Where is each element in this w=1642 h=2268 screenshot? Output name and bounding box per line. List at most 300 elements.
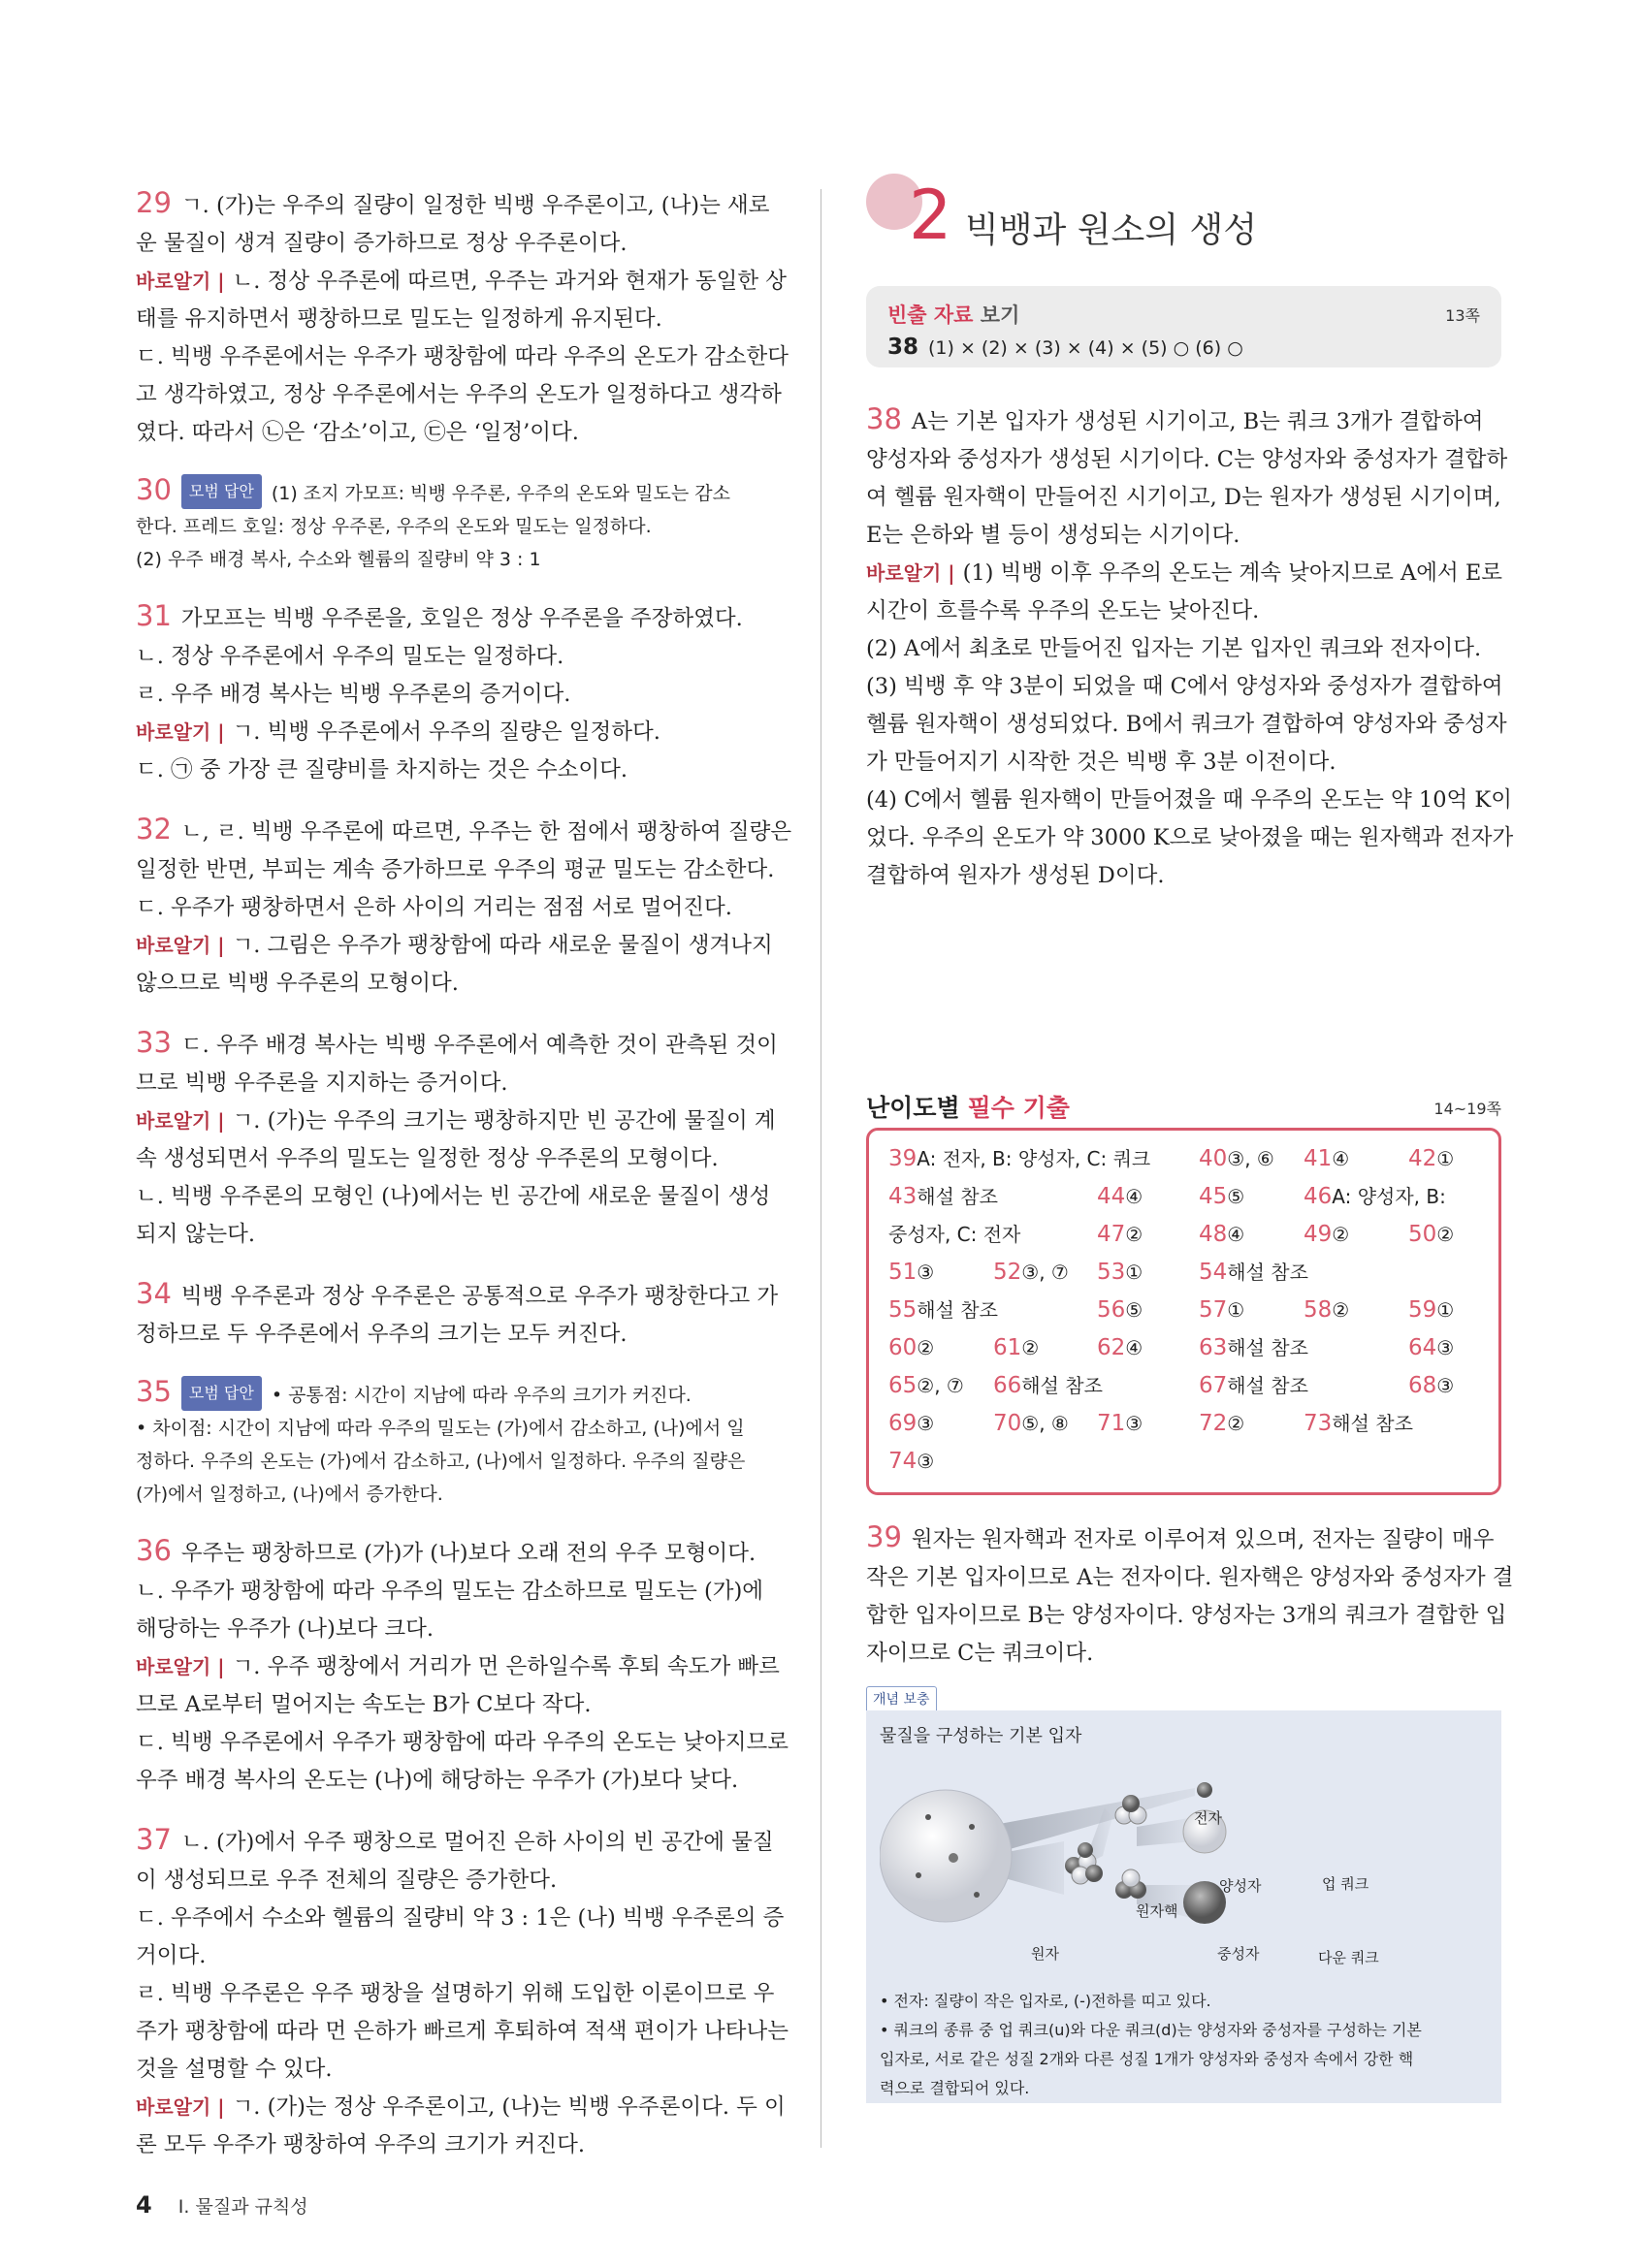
answer-row <box>888 1254 1477 1292</box>
correction-label: 바로알기 | <box>136 720 225 744</box>
answer-cell <box>888 1216 1097 1254</box>
text-line <box>136 473 776 510</box>
text-line <box>136 1762 776 1800</box>
answer-cell <box>1408 1140 1454 1178</box>
text-line <box>136 1573 776 1611</box>
answer-text: 해설 참조 <box>917 1185 998 1208</box>
text-line <box>866 592 1501 630</box>
item-number: 30 <box>136 473 172 506</box>
concept-tag: 개념 보충 <box>866 1686 937 1710</box>
answer-cell <box>1304 1178 1446 1216</box>
line-text: (가)에서 일정하고, (나)에서 증가한다. <box>136 1484 443 1505</box>
line-text: ㄱ. (가)는 정상 우주론이고, (나)는 빅뱅 우주론이다. 두 이 <box>232 2094 786 2120</box>
text-line <box>866 1597 1507 1635</box>
text-line <box>136 1937 776 1975</box>
text-line <box>866 668 1501 706</box>
answer-text: 해설 참조 <box>1332 1412 1413 1435</box>
line-text: 빅뱅 우주론과 정상 우주론은 공통적으로 우주가 팽창한다고 가 <box>180 1284 779 1309</box>
answer-cell <box>888 1178 1097 1216</box>
label-down-quark: 다운 쿼크 <box>1318 1949 1379 1966</box>
answer-number: 40 <box>1199 1146 1228 1171</box>
item-number: 35 <box>136 1375 172 1408</box>
correction-label: 바로알기 | <box>136 270 225 293</box>
correction-label: 바로알기 | <box>136 934 225 957</box>
text-line <box>866 857 1501 895</box>
answer-text: ② <box>1436 1223 1455 1246</box>
answer-cell <box>1199 1254 1308 1292</box>
line-text: 가 만들어지기 시작한 것은 빅뱅 후 3분 이전이다. <box>866 750 1336 775</box>
answer-number: 61 <box>993 1335 1022 1360</box>
answer-cell <box>1097 1292 1199 1329</box>
concept-notes <box>880 1987 1422 2103</box>
answer-cell <box>1199 1367 1408 1405</box>
answer-number: 48 <box>1199 1222 1228 1247</box>
answer-text: 해설 참조 <box>1227 1336 1308 1359</box>
explanation-31 <box>136 597 776 789</box>
answer-cell <box>1408 1216 1454 1254</box>
answer-text: ③ <box>917 1261 935 1284</box>
line-text: ㄴ. 정상 우주론에서 우주의 밀도는 일정하다. <box>136 644 564 669</box>
answer-cell <box>1097 1254 1199 1292</box>
answer-text: 중성자, C: 전자 <box>888 1223 1021 1246</box>
text-line <box>136 1862 776 1900</box>
answer-number: 46 <box>1304 1184 1333 1209</box>
answer-text: ⑤, ⑧ <box>1021 1412 1069 1435</box>
atom-electron-4 <box>974 1892 980 1898</box>
text-line <box>136 714 776 751</box>
electron-ball <box>1197 1782 1212 1798</box>
answer-row <box>888 1367 1477 1405</box>
answer-cell <box>993 1405 1097 1443</box>
text-line <box>136 2089 786 2126</box>
line-text: 한다. 프레드 호일: 정상 우주론, 우주의 온도와 밀도는 일정하다. <box>136 516 652 537</box>
line-text: 이 생성되므로 우주 전체의 질량은 증가한다. <box>136 1868 558 1893</box>
text-line <box>136 263 787 301</box>
answer-text: ④ <box>1125 1336 1143 1359</box>
answer-number: 55 <box>888 1297 918 1323</box>
line-text: ㄴ, ㄹ. 빅뱅 우주론에 따르면, 우주는 한 점에서 팽창하여 질량은 <box>180 819 792 845</box>
explanation-30 <box>136 473 776 576</box>
answer-cell <box>888 1367 993 1405</box>
line-text: 여 헬륨 원자핵이 만들어진 시기이고, D는 원자가 생성된 시기이며, <box>866 485 1501 510</box>
line-text: ㄴ. 빅뱅 우주론의 모형인 (나)에서는 빈 공간에 새로운 물질이 생성 <box>136 1184 771 1209</box>
concept-note: 력으로 결합되어 있다. <box>880 2079 1030 2097</box>
text-line <box>866 1635 1501 1673</box>
frequent-page: 13쪽 <box>1445 306 1480 325</box>
text-line <box>136 2013 789 2051</box>
line-text: 정하다. 우주의 온도는 (가)에서 감소하고, (나)에서 일정하다. 우주의 질량은 <box>136 1451 746 1472</box>
text-line <box>136 184 776 225</box>
answer-number: 69 <box>888 1411 918 1436</box>
line-text: 시간이 흐를수록 우주의 온도는 낮아진다. <box>866 598 1260 623</box>
answer-cell <box>1199 1216 1304 1254</box>
label-nucleus: 원자핵 <box>1136 1902 1178 1920</box>
answer-number: 74 <box>888 1449 918 1474</box>
correction-label: 바로알기 | <box>136 1109 225 1133</box>
line-text: 거이다. <box>136 1943 207 1968</box>
concept-box <box>866 1710 1501 2103</box>
line-text: ㄹ. 빅뱅 우주론은 우주 팽창을 설명하기 위해 도입한 이론이므로 우 <box>136 1981 775 2006</box>
answer-cell <box>888 1443 934 1481</box>
item-number: 36 <box>136 1534 172 1567</box>
line-text: 원자는 원자핵과 전자로 이루어져 있으며, 전자는 질량이 매우 <box>911 1527 1495 1552</box>
answer-number: 65 <box>888 1373 918 1398</box>
line-text: (4) C에서 헬륨 원자핵이 만들어졌을 때 우주의 온도는 약 10억 K이 <box>866 787 1512 813</box>
difficulty-title: 난이도별 <box>866 1094 960 1122</box>
concept-note: • 쿼크의 종류 중 업 쿼크(u)와 다운 쿼크(d)는 양성자와 중성자를 구성하는 기본 <box>880 2021 1422 2039</box>
text-line <box>136 1375 776 1412</box>
label-up-quark: 업 쿼크 <box>1322 1875 1369 1893</box>
text-line <box>866 400 1501 441</box>
text-line <box>136 1900 785 1937</box>
answer-text: ① <box>1125 1261 1143 1284</box>
answer-cell <box>1199 1178 1304 1216</box>
answer-number: 71 <box>1097 1411 1126 1436</box>
neutron-cluster <box>1115 1869 1146 1899</box>
line-text: ㄷ. 우주에서 수소와 헬륨의 질량비 약 3 : 1은 (나) 빅뱅 우주론의 증 <box>136 1905 785 1931</box>
line-text: E는 은하와 별 등이 생성되는 시기이다. <box>866 523 1240 548</box>
text-line <box>136 510 776 543</box>
right-column <box>866 176 1514 2103</box>
item-number: 38 <box>866 402 902 435</box>
text-line <box>866 782 1512 819</box>
text-line <box>136 1216 776 1254</box>
item-number: 39 <box>866 1520 902 1553</box>
line-text: 가모프는 빅뱅 우주론을, 호일은 정상 우주론을 주장하였다. <box>180 606 743 631</box>
answer-number: 41 <box>1304 1146 1333 1171</box>
answer-cell <box>888 1140 1199 1178</box>
text-line <box>866 479 1501 517</box>
text-line <box>136 1611 776 1648</box>
answer-number: 50 <box>1408 1222 1437 1247</box>
line-text: ㄴ. 정상 우주론에 따르면, 우주는 과거와 현재가 동일한 상 <box>232 269 787 294</box>
answer-number: 57 <box>1199 1297 1228 1323</box>
line-text: (1) 빅뱅 이후 우주의 온도는 계속 낮아지므로 A에서 E로 <box>962 560 1503 586</box>
text-line <box>136 889 776 927</box>
text-line <box>136 1975 776 2013</box>
text-line <box>136 638 776 676</box>
difficulty-header <box>866 1089 1501 1128</box>
chapter-name: I. 물질과 규칙성 <box>177 2196 308 2218</box>
answer-row <box>888 1140 1477 1178</box>
answer-cell <box>888 1254 993 1292</box>
answer-number: 70 <box>993 1411 1022 1436</box>
text-line <box>136 225 776 263</box>
line-text: 주가 팽창함에 따라 먼 은하가 빠르게 후퇴하여 적색 편이가 나타나는 <box>136 2019 789 2044</box>
text-line <box>136 1478 776 1511</box>
line-text: (2) 우주 배경 복사, 수소와 헬륨의 질량비 약 3 : 1 <box>136 549 541 570</box>
concept-title: 물질을 구성하는 기본 입자 <box>880 1726 1082 1746</box>
explanation-39 <box>866 1518 1514 1673</box>
line-text: ㄹ. 우주 배경 복사는 빅뱅 우주론의 증거이다. <box>136 682 571 707</box>
text-line <box>866 744 1501 782</box>
answer-text: ② <box>1125 1223 1143 1246</box>
atom-electron-3 <box>916 1872 921 1878</box>
text-line <box>866 1559 1514 1597</box>
answer-text: 해설 참조 <box>917 1298 998 1322</box>
particle-diagram <box>880 1749 1486 1992</box>
concept-section <box>866 1686 1501 2103</box>
text-line <box>136 851 776 889</box>
text-line <box>136 1648 780 1686</box>
text-line <box>136 751 776 789</box>
answer-text: ① <box>1227 1298 1245 1322</box>
answer-cell <box>993 1367 1199 1405</box>
answer-cell <box>993 1254 1097 1292</box>
correction-label: 바로알기 | <box>136 2095 225 2119</box>
text-line <box>136 338 789 376</box>
answer-text: ④ <box>1125 1185 1143 1208</box>
difficulty-subtitle: 필수 기출 <box>967 1094 1070 1122</box>
answer-cell <box>1097 1178 1199 1216</box>
label-proton: 양성자 <box>1219 1877 1262 1895</box>
answer-cell <box>1408 1329 1454 1367</box>
answer-text: ③ <box>1125 1412 1143 1435</box>
answer-number: 54 <box>1199 1260 1228 1285</box>
answer-cell <box>1408 1367 1454 1405</box>
line-text: 우주는 팽창하므로 (가)가 (나)보다 오래 전의 우주 모형이다. <box>180 1541 757 1566</box>
answer-cell <box>1199 1292 1304 1329</box>
answer-text: ③ <box>1436 1374 1455 1397</box>
line-text: ㄴ. (가)에서 우주 팽창으로 멀어진 은하 사이의 빈 공간에 물질 <box>180 1830 774 1855</box>
answer-row <box>888 1443 1477 1481</box>
answer-cell <box>1097 1329 1199 1367</box>
text-line <box>136 414 776 452</box>
section-number: 2 <box>909 176 952 255</box>
line-text: 고 생각하였고, 정상 우주론에서는 우주의 온도가 일정하다고 생각하 <box>136 382 782 407</box>
text-line <box>136 1024 776 1065</box>
line-text: A는 기본 입자가 생성된 시기이고, B는 쿼크 3개가 결합하여 <box>911 409 1484 434</box>
line-text: 었다. 우주의 온도가 약 3000 K으로 낮아졌을 때는 원자핵과 전자가 <box>866 825 1514 850</box>
text-line <box>136 1686 776 1724</box>
line-text: ㄱ. 우주 팽창에서 거리가 먼 은하일수록 후퇴 속도가 빠르 <box>232 1654 780 1679</box>
line-text: ㄷ. 우주가 팽창하면서 은하 사이의 거리는 점점 서로 멀어진다. <box>136 895 732 920</box>
item-number: 29 <box>136 186 172 219</box>
answer-number: 59 <box>1408 1297 1437 1323</box>
answer-text: ② <box>1332 1223 1350 1246</box>
explanation-37 <box>136 1821 789 2164</box>
text-line <box>136 597 776 638</box>
left-column <box>136 184 792 2186</box>
answer-text: ② <box>1332 1298 1350 1322</box>
answer-text: ③ <box>917 1450 935 1473</box>
section-header <box>866 177 1501 294</box>
explanation-32 <box>136 811 792 1003</box>
line-text: 정하므로 두 우주론에서 우주의 크기는 모두 커진다. <box>136 1322 628 1347</box>
answer-text: ⑤ <box>1227 1185 1245 1208</box>
text-line <box>136 1275 779 1316</box>
item-number: 31 <box>136 599 172 632</box>
answer-number: 73 <box>1304 1411 1333 1436</box>
answer-box <box>866 1128 1501 1495</box>
text-line <box>136 1532 776 1573</box>
label-neutron: 중성자 <box>1217 1945 1260 1963</box>
line-text: ㄷ. 빅뱅 우주론에서 우주가 팽창함에 따라 우주의 온도는 낮아지므로 <box>136 1730 789 1755</box>
atom-electron-2 <box>969 1824 975 1830</box>
item-number: 32 <box>136 813 172 846</box>
line-text: 결합하여 원자가 생성된 D이다. <box>866 863 1165 888</box>
answer-cell <box>888 1292 1097 1329</box>
text-line <box>136 965 776 1003</box>
line-text: 태를 유지하면서 팽창하므로 밀도는 일정하게 유지된다. <box>136 306 662 332</box>
line-text: 해당하는 우주가 (나)보다 크다. <box>136 1616 434 1642</box>
atom-electron-1 <box>925 1814 931 1820</box>
item-number: 34 <box>136 1277 172 1310</box>
model-answer-tag: 모범 답안 <box>181 474 262 509</box>
text-line <box>866 630 1501 668</box>
answer-cell <box>1304 1140 1408 1178</box>
answer-text: ⑤ <box>1125 1298 1143 1322</box>
answer-cell <box>1097 1216 1199 1254</box>
explanation-36 <box>136 1532 789 1800</box>
text-line <box>136 376 782 414</box>
answer-number: 66 <box>993 1373 1022 1398</box>
answer-row <box>888 1329 1477 1367</box>
answer-text: A: 전자, B: 양성자, C: 쿼크 <box>917 1147 1151 1170</box>
answer-cell <box>1199 1140 1304 1178</box>
answer-number: 42 <box>1408 1146 1437 1171</box>
difficulty-page: 14~19쪽 <box>1433 1100 1501 1118</box>
text-line <box>136 1140 776 1178</box>
line-text: ㄱ. 빅뱅 우주론에서 우주의 질량은 일정하다. <box>232 719 660 745</box>
answer-row <box>888 1216 1477 1254</box>
line-text: 않으므로 빅뱅 우주론의 모형이다. <box>136 971 459 996</box>
line-text: ㄷ. 빅뱅 우주론에서는 우주가 팽창함에 따라 우주의 온도가 감소한다 <box>136 344 789 369</box>
frequent-title: 빈출 자료 보기 <box>887 303 1020 327</box>
line-text: 합한 입자이므로 B는 양성자이다. 양성자는 3개의 쿼크가 결합한 입 <box>866 1603 1507 1628</box>
text-line <box>136 1065 776 1102</box>
answer-text: ③, ⑦ <box>1021 1261 1069 1284</box>
line-text: 자이므로 C는 쿼크이다. <box>866 1641 1094 1666</box>
explanation-35 <box>136 1375 776 1511</box>
line-text: ㄷ. ㉠ 중 가장 큰 질량비를 차지하는 것은 수소이다. <box>136 757 628 783</box>
frequent-data-box <box>866 286 1501 367</box>
answer-text: A: 양성자, B: <box>1332 1185 1446 1208</box>
text-line <box>866 706 1507 744</box>
answer-number: 58 <box>1304 1297 1333 1323</box>
answer-number: 60 <box>888 1335 918 1360</box>
text-line <box>136 1724 789 1762</box>
text-line <box>866 555 1501 592</box>
text-line <box>136 811 792 851</box>
answer-cell <box>1199 1329 1408 1367</box>
text-line <box>136 301 776 338</box>
answer-cell <box>888 1405 993 1443</box>
atom-circle <box>880 1790 1012 1922</box>
line-text: ㄱ. 그림은 우주가 팽창함에 따라 새로운 물질이 생겨나지 <box>232 933 773 958</box>
answer-row <box>888 1178 1477 1216</box>
answer-text: ③ <box>1436 1336 1455 1359</box>
item-number: 33 <box>136 1026 172 1059</box>
text-line <box>136 543 776 576</box>
answer-number: 64 <box>1408 1335 1437 1360</box>
text-line <box>866 441 1508 479</box>
page-number: 4 <box>136 2191 152 2219</box>
line-text: 속 생성되면서 우주의 밀도는 일정한 정상 우주론의 모형이다. <box>136 1146 719 1171</box>
line-text: 우주 배경 복사의 온도는 (나)에 해당하는 우주가 (가)보다 낮다. <box>136 1768 739 1793</box>
answer-number: 52 <box>993 1260 1022 1285</box>
answer-cell <box>1408 1292 1454 1329</box>
answer-number: 51 <box>888 1260 918 1285</box>
text-line <box>136 1102 776 1140</box>
label-electron: 전자 <box>1194 1809 1222 1827</box>
line-text: 헬륨 원자핵이 생성되었다. B에서 쿼크가 결합하여 양성자와 중성자 <box>866 712 1507 737</box>
line-text: 므로 빅뱅 우주론을 지지하는 증거이다. <box>136 1070 508 1096</box>
text-line <box>866 819 1514 857</box>
line-text: 론 모두 우주가 팽창하여 우주의 크기가 커진다. <box>136 2132 586 2157</box>
text-line <box>136 1178 776 1216</box>
line-text: • 공통점: 시간이 지남에 따라 우주의 크기가 커진다. <box>271 1385 692 1406</box>
section-title: 빅뱅과 원소의 생성 <box>965 210 1258 250</box>
frequent-answers: 38 (1) × (2) × (3) × (4) × (5) ○ (6) ○ <box>887 335 1243 360</box>
line-text: 양성자와 중성자가 생성된 시기이다. C는 양성자와 중성자가 결합하 <box>866 447 1508 472</box>
answer-text: ③ <box>917 1412 935 1435</box>
correction-label: 바로알기 | <box>136 1655 225 1678</box>
answer-number: 45 <box>1199 1184 1228 1209</box>
line-text: ㄷ. 우주 배경 복사는 빅뱅 우주론에서 예측한 것이 관측된 것이 <box>180 1033 778 1058</box>
answer-number: 47 <box>1097 1222 1126 1247</box>
line-text: ㄱ. (가)는 우주의 질량이 일정한 빅뱅 우주론이고, (나)는 새로 <box>180 193 770 218</box>
answer-text: 해설 참조 <box>1021 1374 1103 1397</box>
line-text: ㄱ. (가)는 우주의 크기는 팽창하지만 빈 공간에 물질이 계 <box>232 1108 776 1134</box>
text-line <box>136 2126 776 2164</box>
page-footer <box>136 2191 308 2219</box>
item-number: 37 <box>136 1823 172 1856</box>
atom-nucleus <box>949 1853 958 1863</box>
line-text: 운 물질이 생겨 질량이 증가하므로 정상 우주론이다. <box>136 231 628 256</box>
answer-number: 67 <box>1199 1373 1228 1398</box>
answer-text: ②, ⑦ <box>917 1374 964 1397</box>
answer-cell <box>993 1329 1097 1367</box>
explanation-29 <box>136 184 789 452</box>
explanation-33 <box>136 1024 776 1254</box>
text-line <box>136 676 776 714</box>
answer-number: 39 <box>888 1146 918 1171</box>
concept-note: • 전자: 질량이 작은 입자로, (-)전하를 띠고 있다. <box>880 1992 1211 2010</box>
answer-cell <box>888 1329 993 1367</box>
answer-text: 해설 참조 <box>1227 1374 1308 1397</box>
explanation-38 <box>866 400 1514 895</box>
line-text: 되지 않는다. <box>136 1222 255 1247</box>
line-text: (1) 조지 가모프: 빅뱅 우주론, 우주의 온도와 밀도는 감소 <box>271 483 730 504</box>
text-line <box>866 517 1501 555</box>
line-text: (2) A에서 최초로 만들어진 입자는 기본 입자인 쿼크와 전자이다. <box>866 636 1482 661</box>
answer-number: 49 <box>1304 1222 1333 1247</box>
text-line <box>866 1518 1501 1559</box>
answer-cell <box>1097 1405 1199 1443</box>
answer-cell <box>1304 1292 1408 1329</box>
text-line <box>136 1445 776 1478</box>
answer-cell <box>1304 1405 1413 1443</box>
line-text: 일정한 반면, 부피는 계속 증가하므로 우주의 평균 밀도는 감소한다. <box>136 857 775 882</box>
concept-note: 입자로, 서로 같은 성질 2개와 다른 성질 1개가 양성자와 중성자 속에서 강한 핵 <box>880 2050 1414 2068</box>
answer-row <box>888 1405 1477 1443</box>
answer-text: ② <box>1021 1336 1040 1359</box>
answer-text: ④ <box>1227 1223 1245 1246</box>
answer-text: ③, ⑥ <box>1227 1147 1274 1170</box>
line-text: 므로 A로부터 멀어지는 속도는 B가 C보다 작다. <box>136 1692 592 1717</box>
line-text: (3) 빅뱅 후 약 3분이 되었을 때 C에서 양성자와 중성자가 결합하여 <box>866 674 1503 699</box>
text-line <box>136 1412 776 1445</box>
line-text: ㄴ. 우주가 팽창함에 따라 우주의 밀도는 감소하므로 밀도는 (가)에 <box>136 1579 764 1604</box>
line-text: 였다. 따라서 ㉡은 ‘감소’이고, ㉢은 ‘일정’이다. <box>136 420 579 445</box>
answer-number: 72 <box>1199 1411 1228 1436</box>
answer-row <box>888 1292 1477 1329</box>
model-answer-tag: 모범 답안 <box>181 1376 262 1411</box>
label-atom: 원자 <box>1031 1945 1059 1963</box>
answer-text: ② <box>1227 1412 1245 1435</box>
answer-cell <box>1199 1405 1304 1443</box>
